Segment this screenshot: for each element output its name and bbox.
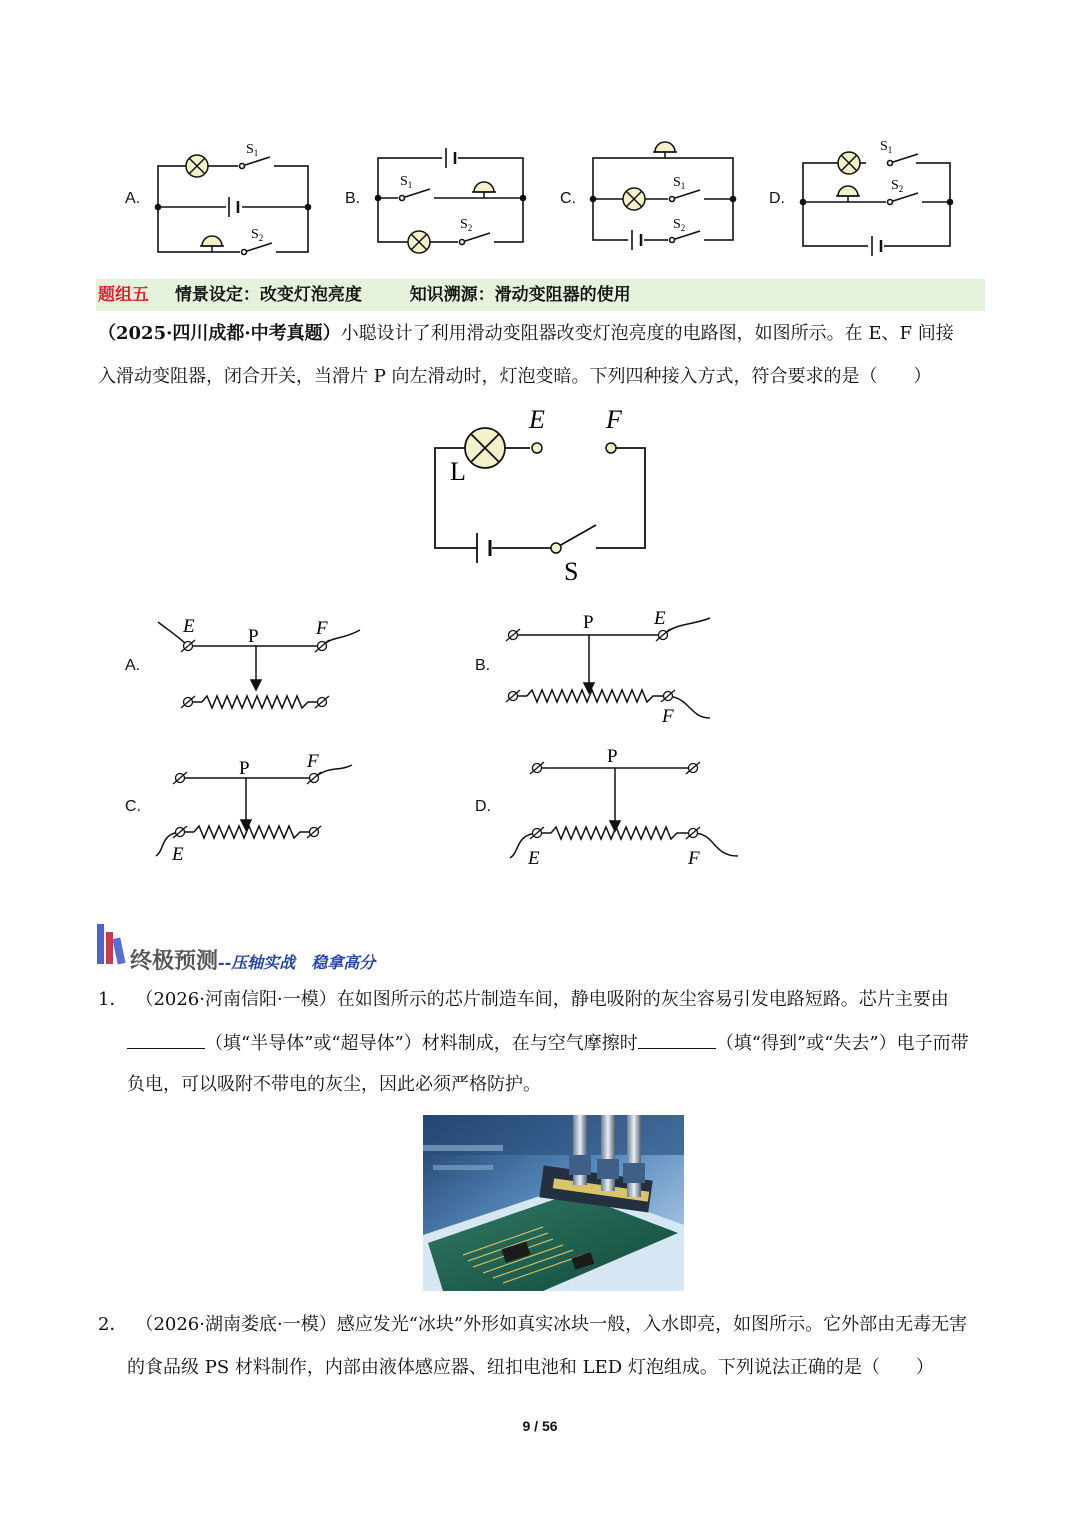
q2-line1 [98,1313,967,1337]
q2-line2: 的食品级 PS 材料制作，内部由液体感应器、纽扣电池和 LED 灯泡组成。下列说法正确的是（ ） [127,1357,934,1378]
question-main-line1 [98,322,954,346]
q1-text1: （2026·河南信阳·一模）在如图所示的芯片制造车间，静电吸附的灰尘容易引发电路短路。芯片主要由 [135,989,949,1010]
rheostat-options-figure [0,600,1080,880]
circuit-option-a-label: A. [125,190,141,207]
main-label-l: L [450,457,466,486]
rheo-a-label-f: F [316,618,328,639]
rheo-b-label-e: E [654,608,666,629]
rheo-d-label-p: P [607,746,618,767]
section-scenario: 情景设定：改变灯泡亮度 [174,285,362,305]
circuit-option-c-label: C. [560,190,576,207]
q1-line1 [98,988,949,1012]
circuit-options-figure [0,0,1080,270]
rheo-b-label-p: P [583,612,594,633]
main-label-e: E [529,405,545,434]
books-icon [96,922,132,966]
main-circuit-diagram [420,400,670,590]
q1-line3: 负电，可以吸附不带电的灰尘，因此必须严格防护。 [127,1074,541,1095]
rheo-c-label-e: E [172,844,184,865]
label-s2-a: $S_2$ [251,227,264,243]
circuit-option-d-label: D. [769,190,785,207]
rheo-c-label-p: P [239,758,250,779]
q1-number: 1． [98,989,128,1010]
q1-line2 [127,1030,969,1056]
question-main-line2: 入滑动变阻器，闭合开关，当滑片 P 向左滑动时，灯泡变暗。下列四种接入方式，符合要求的是（ ） [98,366,932,387]
rheo-b-label-f: F [662,706,674,727]
q1-blank-2[interactable] [638,1030,716,1049]
rheo-d-label-f: F [688,848,700,869]
main-label-f: F [606,405,622,434]
heading-sub: --压轴实战 稳拿高分 [218,953,376,972]
label-s1-b: $S_1$ [400,174,413,190]
rheostat-option-a-label: A. [125,657,141,674]
rheostat-option-b-label: B. [475,657,491,674]
question-main-text1: 小聪设计了利用滑动变阻器改变灯泡亮度的电路图，如图所示。在 E、F 间接 [340,323,954,344]
rheostat-option-c-label: C. [125,798,141,815]
rheo-a-label-e: E [183,616,195,637]
q2-text1: （2026·湖南娄底·一模）感应发光“冰块”外形如真实冰块一般，入水即亮，如图所示。它外部由无毒无害 [135,1314,968,1335]
label-s1-c: $S_1$ [673,175,686,191]
page-number: 9 / 56 [522,1418,558,1434]
rheo-c-label-f: F [307,751,319,772]
rheo-a-label-p: P [248,626,259,647]
q1-blank-1[interactable] [127,1030,205,1049]
q1-text2a: （填“半导体”或“超导体”）材料制成，在与空气摩擦时 [205,1033,638,1054]
heading-main: 终极预测 [130,949,219,974]
heading [130,944,375,975]
label-s2-b: $S_2$ [460,217,473,233]
circuit-option-b-label: B. [345,190,361,207]
q1-text2b: （填“得到”或“失去”）电子而带 [715,1033,969,1054]
rheo-d-label-e: E [528,848,540,869]
question-main-source: （2025·四川成都·中考真题） [98,323,341,344]
label-s2-d: $S_2$ [891,178,904,194]
label-s2-c: $S_2$ [673,217,686,233]
section-knowledge: 知识溯源：滑动变阻器的使用 [409,285,631,305]
section-group: 题组五 [98,285,149,305]
q2-number: 2． [98,1314,128,1335]
main-label-s: S [564,557,579,586]
rheostat-option-d-label: D. [475,798,491,815]
chip-factory-photo [423,1115,684,1291]
section-header [98,283,631,307]
label-s1-a: $S_1$ [246,142,259,158]
label-s1-d: $S_1$ [880,139,893,155]
